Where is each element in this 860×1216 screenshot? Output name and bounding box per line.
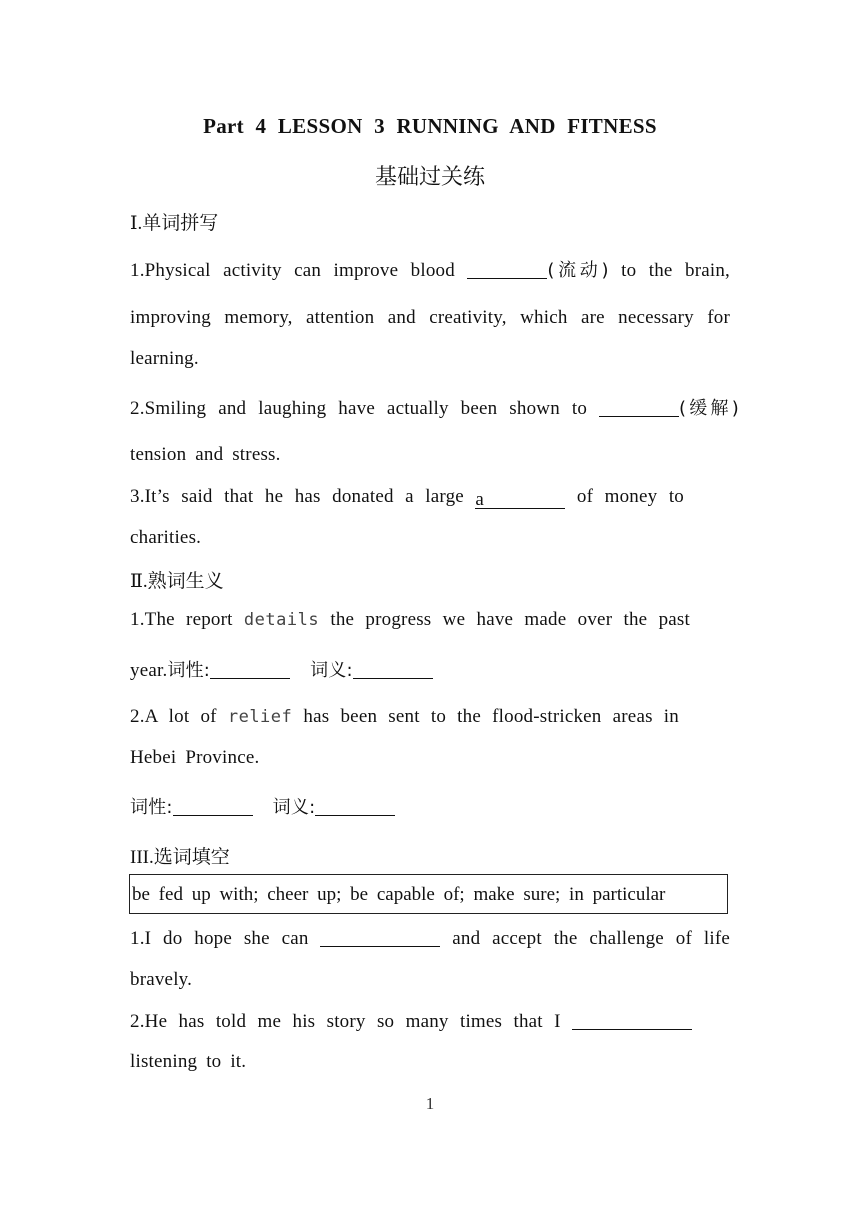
s1-q2-line2: tension and stress. [130,444,281,465]
s1-q1-line1: 1.Physical activity can improve blood (流动) to the brain, [130,260,730,281]
answer-blank[interactable]: a [475,488,565,509]
answer-blank[interactable] [467,258,547,279]
section-2-title: 熟词生义 [147,570,224,592]
page-number: 1 [425,1094,435,1113]
section-1-numeral: Ⅰ. [130,213,143,234]
s3-q1-line2: bravely. [130,969,193,990]
section-1-title: 单词拼写 [142,212,219,234]
s1-q3-line2: charities. [130,527,202,548]
section-3-numeral: III. [130,847,154,868]
s2-q2-line1: 2.A lot of relief has been sent to the flood-stricken areas in [130,706,679,727]
section-3-title: 选词填空 [153,846,230,868]
s2-q2-line3: 词性: 词义: [130,795,730,820]
section-3-heading [130,842,230,869]
pos-blank[interactable] [210,658,290,679]
word-bank-box: be fed up with; cheer up; be capable of; make sure; in particular [129,874,728,914]
s1-q3-line1: 3.It’s said that he has donated a large a of money to [130,486,685,510]
pos-blank[interactable] [173,795,253,816]
page-subtitle: 基础过关练 [374,165,485,190]
s1-q1-line2: improving memory, attention and creativity, which are necessary for [130,307,730,328]
target-word: details [243,610,320,630]
s2-q1-line2: year.词性: 词义: [130,658,730,683]
section-1-heading [130,208,218,235]
s3-q2-line2: listening to it. [130,1051,247,1072]
page-title: Part 4 LESSON 3 RUNNING AND FITNESS [203,114,657,138]
answer-blank[interactable] [572,1009,692,1030]
answer-blank[interactable] [599,396,679,417]
hint: (缓解) [679,398,739,419]
s2-q2-line2: Hebei Province. [130,747,260,768]
target-word: relief [227,707,293,727]
meaning-blank[interactable] [353,658,433,679]
hint: (流动) [547,260,609,281]
section-2-numeral: Ⅱ. [130,571,148,592]
s3-q1-line1: 1.I do hope she can and accept the challenge of life [130,928,730,949]
s1-q2-line1: 2.Smiling and laughing have actually been shown to (缓解) [130,398,739,419]
s1-q1-line3: learning. [130,348,199,369]
meaning-blank[interactable] [315,795,395,816]
answer-blank[interactable] [320,926,440,947]
section-2-heading [130,566,224,593]
s3-q2-line1: 2.He has told me his story so many times that I [130,1009,692,1034]
s2-q1-line1: 1.The report details the progress we have made over the past [130,609,690,630]
